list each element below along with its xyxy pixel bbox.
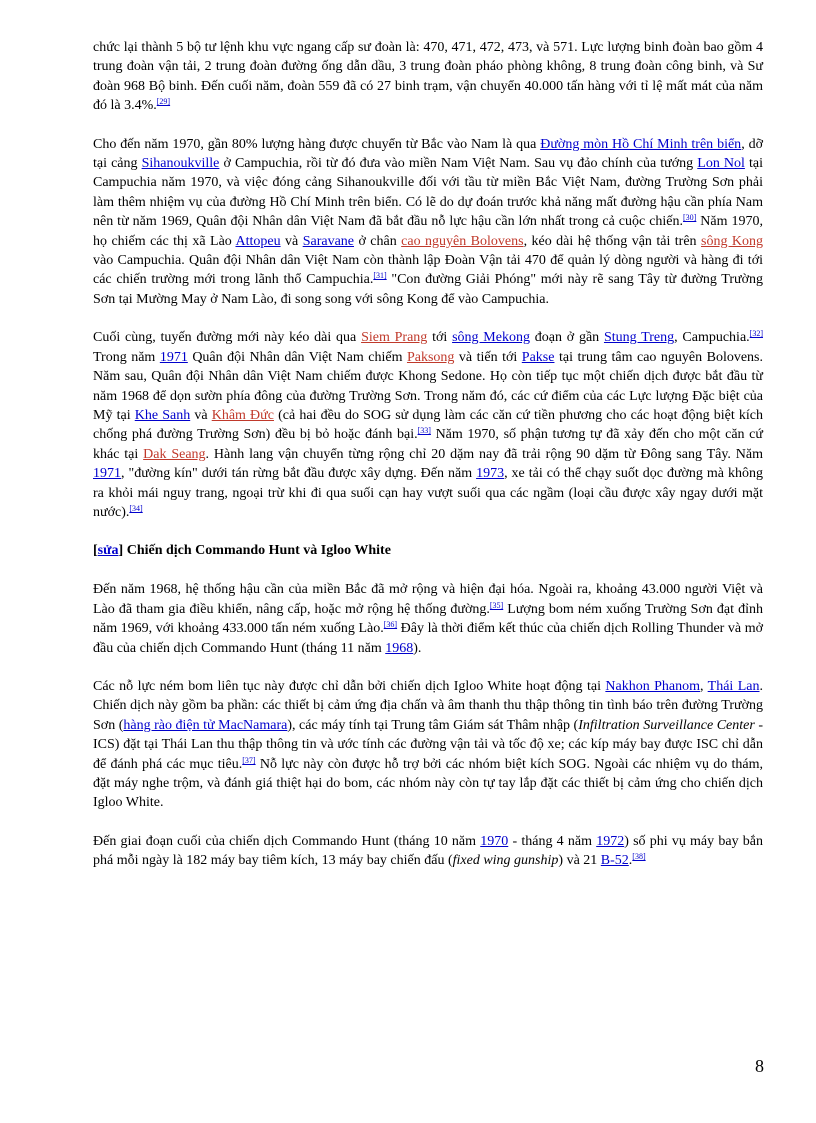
text: ở Campuchia, rồi từ đó đưa vào miền Nam Việt Nam. Sau vụ đảo chính của tướng [219, 156, 698, 172]
bracket: [ [93, 543, 98, 559]
link-hang-rao-macnamara[interactable]: hàng rào điện tử MacNamara [123, 717, 288, 733]
text: - ICS) đặt tại Thái Lan thu thập thông tin và ước tính các đường vận tải và tốc độ xe; các kíp máy bay được ISC chỉ dẫn để đánh phá các mục tiêu. [93, 717, 764, 772]
link-nakhon-phanom[interactable]: Nakhon Phanom [605, 678, 700, 694]
text: Trong năm [93, 349, 160, 365]
text: Lượng bom ném xuống Trường Sơn đạt đỉnh năm 1969, với khoảng 433.000 tấn ném xuống Lào. [93, 601, 763, 637]
link-1973[interactable]: 1973 [476, 466, 505, 482]
link-1971[interactable]: 1971 [93, 466, 121, 482]
link-cao-nguyen-bolovens[interactable]: cao nguyên Bolovens [401, 233, 524, 249]
link-dak-seang[interactable]: Dak Seang [143, 446, 206, 462]
text: - tháng 4 năm [508, 833, 597, 849]
link-khe-sanh[interactable]: Khe Sanh [134, 407, 191, 423]
footnote-ref-36[interactable]: [36] [383, 620, 398, 630]
italic-text: Infiltration Surveillance Center [578, 717, 755, 733]
link-duong-mon-tren-bien[interactable]: Đường mòn Hồ Chí Minh trên biển [540, 136, 742, 152]
link-1971[interactable]: 1971 [159, 349, 188, 365]
italic-text: fixed wing gunship [452, 853, 559, 869]
text: Năm 1970, họ chiếm các thị xã Lào [93, 214, 763, 249]
link-attopeu[interactable]: Attopeu [235, 233, 281, 249]
text: , "đường kín" dưới tán rừng bắt đầu được xây dựng. Đến năm [121, 466, 477, 482]
paragraph-5 [93, 677, 763, 813]
link-lon-nol[interactable]: Lon Nol [697, 156, 745, 172]
text: Đến giai đoạn cuối của chiến dịch Commando Hunt (tháng 10 năm [93, 833, 481, 849]
text: tại trung tâm cao nguyên Bolovens. Năm sau, Quân đội Nhân dân Việt Nam chiếm được Khong Sedone. Họ còn tiếp tục một chiến dịch được bắt đầu từ năm 1968 để dọn sườn phía đông của đường Trường Sơn. Trong năm đó, các cứ điểm của các Lực lượng Đặc biệt của Mỹ tại [93, 349, 764, 423]
text: và tiến tới [454, 349, 522, 365]
text: Cuối cùng, tuyến đường mới này kéo dài qua [93, 330, 362, 346]
section-heading [93, 541, 763, 561]
link-b-52[interactable]: B-52 [600, 853, 629, 869]
link-saravane[interactable]: Saravane [302, 233, 354, 249]
footnote-ref-37[interactable]: [37] [242, 755, 256, 765]
paragraph-6 [93, 832, 763, 871]
text: Đến năm 1968, hệ thống hậu cần của miền Bắc đã mở rộng và hiện đại hóa. Ngoài ra, khoảng 43.000 người Việt và Lào đã tham gia điều khiển, nâng cấp, hoặc mở rộng hệ thống đường. [93, 582, 763, 617]
footnote-ref-35[interactable]: [35] [489, 600, 504, 610]
text: Năm 1970, số phận tương tự đã xảy đến cho một căn cứ khác tại [93, 427, 763, 462]
footnote-ref-34[interactable]: [34] [129, 503, 143, 513]
footnote-ref-31[interactable]: [31] [373, 271, 387, 281]
footnote-ref-38[interactable]: [38] [632, 852, 646, 862]
page-number: 8 [755, 1056, 764, 1076]
paragraph-3 [93, 328, 763, 522]
link-stung-treng[interactable]: Stung Treng [603, 330, 675, 346]
text: ) và 21 [558, 853, 601, 869]
link-song-kong[interactable]: sông Kong [701, 233, 763, 249]
section-title: Chiến dịch Commando Hunt và Igloo White [123, 543, 391, 559]
link-siem-prang[interactable]: Siem Prang [361, 330, 428, 346]
text: đoạn ở gần [529, 330, 604, 346]
text: "Con đường Giải Phóng" mới này rẽ sang Tây từ đường Trường Sơn tại Mường May ở Nam Lào, đi song song với sông Kong để vào Campuchia. [93, 272, 763, 307]
text: . [628, 853, 633, 869]
footnote-ref-32[interactable]: [32] [749, 329, 763, 339]
text: Cho đến năm 1970, gần 80% lượng hàng được chuyển từ Bắc vào Nam là qua [93, 136, 541, 152]
text: Quân đội Nhân dân Việt Nam chiếm [187, 349, 407, 365]
paragraph-4 [93, 580, 763, 658]
text: vào Campuchia. Quân đội Nhân dân Việt Nam còn thành lập Đoàn Vận tải 470 để quản lý dòng người và hàng đi tới các chiến trường mới trong lãnh thổ Campuchia. [93, 253, 763, 288]
text: , [700, 678, 708, 694]
text: Đây là thời điểm kết thúc của chiến dịch Rolling Thunder và mở đầu của chiến dịch Commando Hunt (tháng 11 năm [93, 621, 763, 656]
document-body [93, 38, 763, 890]
text: . Chiến dịch này gồm ba phần: các thiết bị cảm ứng địa chấn và âm thanh thu thập thông tin tình báo trên đường Trường Sơn ( [93, 678, 763, 733]
link-song-mekong[interactable]: sông Mekong [452, 330, 530, 346]
text: và [280, 233, 303, 249]
text: tại Campuchia năm 1970, và việc đóng cảng Sihanoukville đối với tầu từ miền Bắc Việt Nam, đường Trường Sơn phải làm thêm nhiệm vụ của đường Hồ Chí Minh trên biển. Có lẽ do dự đoán trước khả năng mất đường hậu cần phía Nam nên từ năm 1969, Quân đội Nhân dân Việt Nam đã bắt đầu nỗ lực hậu cần lớn nhất trong cả cuộc chiến. [93, 156, 764, 230]
text: , xe tải có thể chạy suốt dọc đường mà không ra khỏi mái nguy trang, ngoại trừ khi đi qua suối cạn hay vượt suối qua các ngầm (loại cầu được xây ngay dưới mặt nước). [93, 466, 764, 520]
footnote-ref-30[interactable]: [30] [683, 213, 697, 223]
text: ), các máy tính tại Trung tâm Giám sát Thâm nhập ( [287, 717, 579, 733]
text: Các nỗ lực ném bom liên tục này được chỉ dẫn bởi chiến dịch Igloo White hoạt động tại [93, 678, 606, 694]
link-pakse[interactable]: Pakse [521, 349, 555, 365]
text: , dỡ tại cảng [93, 136, 763, 172]
paragraph-1 [93, 38, 763, 116]
text: , Campuchia. [674, 330, 750, 346]
link-paksong[interactable]: Paksong [406, 349, 455, 365]
link-1970[interactable]: 1970 [480, 833, 509, 849]
link-thai-lan[interactable]: Thái Lan [707, 678, 760, 694]
paragraph-2 [93, 135, 763, 310]
footnote-ref-29[interactable]: [29] [156, 97, 171, 107]
text: và [190, 407, 212, 423]
bracket: ] [118, 543, 124, 559]
text: , kéo dài hệ thống vận tải trên [523, 233, 701, 249]
text: chức lại thành 5 bộ tư lệnh khu vực ngang cấp sư đoàn là: 470, 471, 472, 473, và 571. Lực lượng binh đoàn bao gồm 4 trung đoàn vận tải, 2 trung đoàn đường ống dẫn dầu, 3 trung đoàn pháo phòng không, 8 trung đoàn công binh, và Sư đoàn 968 Bộ binh. Đến cuối năm, đoàn 559 đã có 27 binh trạm, vận chuyển 40.000 tấn hàng với tỉ lệ mất mát của năm đó là 3.4%. [93, 40, 763, 114]
text: ) số phi vụ máy bay bắn phá mỗi ngày là 182 máy bay tiêm kích, 13 máy bay chiến đấu ( [93, 833, 763, 869]
link-1968[interactable]: 1968 [385, 640, 414, 656]
link-sihanoukville[interactable]: Sihanoukville [141, 156, 220, 172]
text: tới [427, 330, 453, 346]
text: ở chân [354, 233, 402, 249]
footnote-ref-33[interactable]: [33] [417, 426, 431, 436]
link-1972[interactable]: 1972 [596, 833, 625, 849]
text: . Hành lang vận chuyển từng rộng chỉ 20 dặm nay đã trải rộng 90 dặm từ Đông sang Tây. Năm [205, 446, 763, 462]
edit-link[interactable]: sửa [97, 543, 119, 559]
text: (cả hai đều do SOG sử dụng làm các căn cứ tiền phương cho các hoạt động biệt kích chống phá đường Trường Sơn) đều bị bỏ hoặc đánh bại. [93, 407, 763, 443]
text: ). [413, 640, 422, 656]
text: Nỗ lực này còn được hỗ trợ bởi các nhóm biệt kích SOG. Ngoài các nhiệm vụ do thám, đặt máy nghe trộm, và đánh giá thiệt hại do bom, các nhóm này còn tự tay lắp đặt các thiết bị cảm ứng cho chiến dịch Igloo White. [93, 756, 763, 811]
link-kham-duc[interactable]: Khâm Đức [211, 407, 274, 423]
